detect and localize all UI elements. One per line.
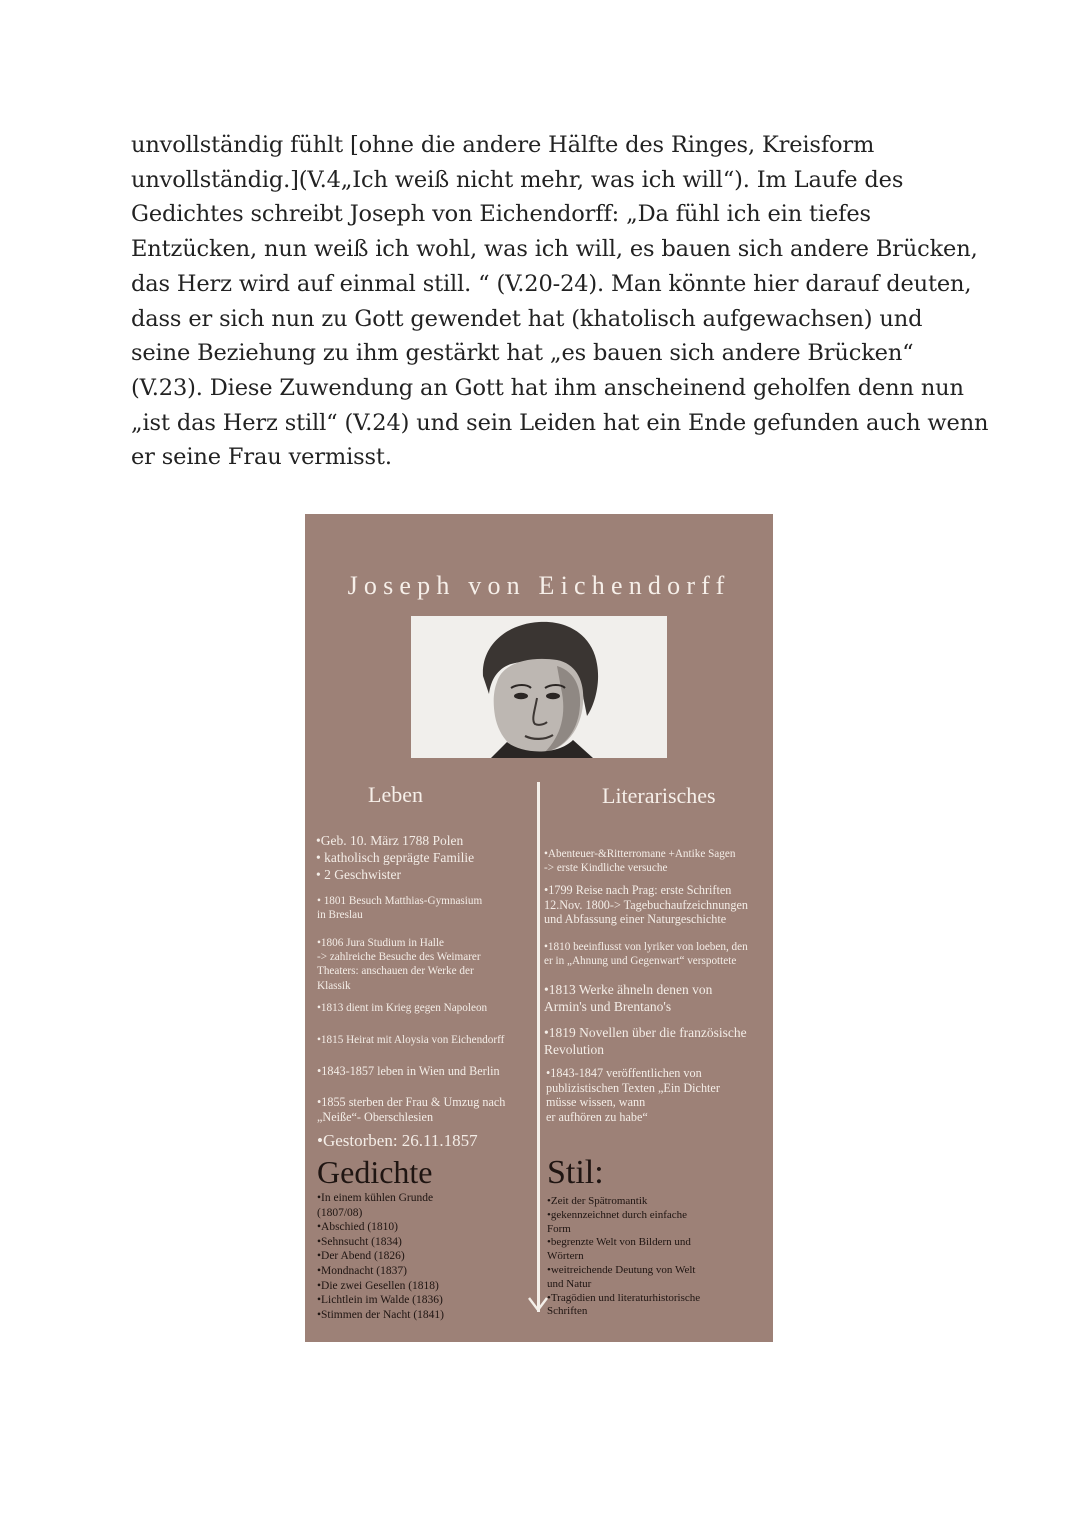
leben-item: •1813 dient im Krieg gegen Napoleon <box>317 1002 488 1014</box>
literarisches-item: •1843-1847 veröffentlichen von publizistischen Texten „Ein Dichter müsse wissen, wann er aufhören zu habe“ <box>546 1066 720 1124</box>
literarisches-item: •Abenteuer-&Ritterromane +Antike Sagen -> erste Kindliche versuche <box>544 848 736 875</box>
stil-heading: Stil: <box>547 1154 604 1191</box>
paragraph-line: das Herz wird auf einmal still. “ (V.20-24). Man könnte hier darauf deuten, <box>131 270 972 297</box>
gedicht-item: •Der Abend (1826) <box>317 1250 405 1263</box>
leben-item: •1806 Jura Studium in Halle -> zahlreiche Besuche des Weimarer Theaters: anschauen der Werke der Klassik <box>317 937 481 992</box>
paragraph-line: „ist das Herz still“ (V.24) und sein Leiden hat ein Ende gefunden auch wenn <box>131 409 989 436</box>
stil-item: •Zeit der Spätromantik •gekennzeichnet durch einfache Form <box>547 1195 688 1235</box>
poster-title: Joseph von Eichendorff <box>347 571 731 600</box>
leben-item: • 1801 Besuch Matthias-Gymnasium in Breslau <box>317 895 483 922</box>
gedichte-list <box>317 1191 532 1322</box>
gedicht-item: •Abschied (1810) <box>317 1221 398 1234</box>
paragraph-line: Gedichtes schreibt Joseph von Eichendorff: „Da fühl ich ein tiefes <box>131 201 871 228</box>
paragraph-line: er seine Frau vermisst. <box>131 444 392 471</box>
timeline-divider <box>537 782 540 1312</box>
gedicht-item: •Stimmen der Nacht (1841) <box>317 1308 444 1321</box>
literarisches-item: •1810 beeinflusst von lyriker von loeben, den er in „Ahnung und Gegenwart“ verspottete <box>544 941 748 968</box>
leben-item: •Geb. 10. März 1788 Polen • katholisch geprägte Familie • 2 Geschwister <box>316 833 475 882</box>
paragraph-line: dass er sich nun zu Gott gewendet hat (khatolisch aufgewachsen) und <box>131 305 923 332</box>
eichendorff-poster <box>305 514 773 1342</box>
gedicht-item: •Mondnacht (1837) <box>317 1264 407 1277</box>
gedicht-item: •Sehnsucht (1834) <box>317 1235 402 1248</box>
leben-item: •1855 sterben der Frau & Umzug nach „Neiße“- Oberschlesien <box>317 1095 506 1124</box>
stil-item: •weitreichende Deutung von Welt und Natur <box>547 1263 696 1290</box>
essay-paragraph <box>131 128 989 475</box>
literarisches-heading: Literarisches <box>602 783 716 808</box>
paragraph-line: unvollständig fühlt [ohne die andere Hälfte des Ringes, Kreisform <box>131 132 875 158</box>
leben-heading: Leben <box>368 782 423 807</box>
paragraph-line: (V.23). Diese Zuwendung an Gott hat ihm anscheinend geholfen denn nun <box>131 374 964 401</box>
paragraph-line: unvollständig.](V.4„Ich weiß nicht mehr, was ich will“). Im Laufe des <box>131 166 904 193</box>
stil-item: •Tragödien und literaturhistorische Schriften <box>547 1291 701 1318</box>
paragraph-line: seine Beziehung zu ihm gestärkt hat „es bauen sich andere Brücken“ <box>131 340 914 367</box>
stil-list <box>547 1195 767 1319</box>
leben-item: •1843-1857 leben in Wien und Berlin <box>317 1064 500 1078</box>
leben-item: •1815 Heirat mit Aloysia von Eichendorff <box>317 1034 505 1046</box>
literarisches-item: •1819 Novellen über die französische Revolution <box>544 1025 747 1057</box>
gedicht-item: •Die zwei Gesellen (1818) <box>317 1279 439 1292</box>
paragraph-line: Entzücken, nun weiß ich wohl, was ich will, es bauen sich andere Brücken, <box>131 236 978 263</box>
gestorben-line: •Gestorben: 26.11.1857 <box>317 1131 478 1150</box>
gedicht-item: •Lichtlein im Walde (1836) <box>317 1294 443 1307</box>
literarisches-item: •1799 Reise nach Prag: erste Schriften 12.Nov. 1800-> Tagebuchaufzeichnungen und Abfassung einer Naturgeschichte <box>544 883 749 927</box>
stil-item: •begrenzte Welt von Bildern und Wörtern <box>547 1236 691 1263</box>
literarisches-item: •1813 Werke ähneln denen von Armin's und Brentano's <box>544 982 713 1014</box>
gedichte-heading: Gedichte <box>317 1154 433 1190</box>
gedicht-item: •In einem kühlen Grunde (1807/08) <box>317 1192 434 1219</box>
portrait-image <box>411 616 667 758</box>
